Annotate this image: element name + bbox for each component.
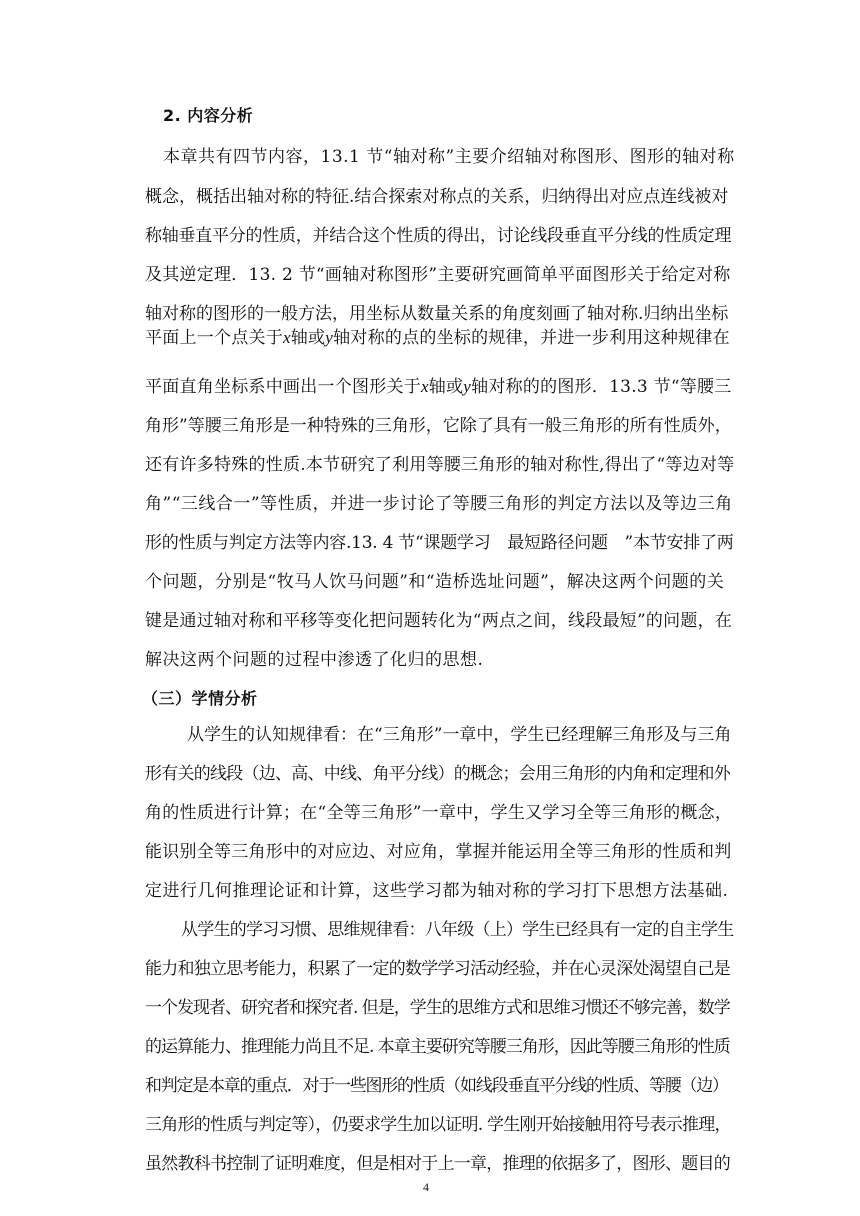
page-number: 4: [423, 1180, 429, 1194]
text-run: 平面上一个点关于: [145, 328, 283, 348]
math-variable-x: x: [283, 328, 291, 347]
text-run: 轴对称的的图形．13.3 节“等腰三: [471, 377, 732, 397]
content-line: 及其逆定理．13. 2 节“画轴对称图形”主要研究画简单平面图形关于给定对称: [145, 265, 731, 285]
content-line: 键是通过轴对称和平移等变化把问题转化为“两点之间，线段最短”的问题，在: [145, 611, 733, 631]
learning-line: 从学生的学习习惯、思维规律看：八年级（上）学生已经具有一定的自主学生: [181, 920, 734, 940]
learning-line: 和判定是本章的重点．对于一些图形的性质（如线段垂直平分线的性质、等腰（边）: [145, 1076, 728, 1096]
learning-line: 从学生的认知规律看：在“三角形”一章中，学生已经理解三角形及与三角: [187, 725, 732, 745]
learning-line: 能力和独立思考能力，积累了一定的数学学习活动经验，并在心灵深处渴望自己是: [145, 959, 730, 979]
learning-line: 虽然教科书控制了证明难度，但是相对于上一章，推理的依据多了，图形、题目的: [145, 1154, 730, 1174]
content-line: 轴对称的图形的一般方法，用坐标从数量关系的角度刻画了轴对称.归纳出坐标: [145, 304, 729, 324]
section-heading-learning-analysis: （三）学情分析: [142, 689, 258, 708]
learning-line: 一个发现者、研究者和探究者. 但是，学生的思维方式和思维习惯还不够完善，数学: [145, 998, 730, 1018]
learning-line: 能识别全等三角形中的对应边、对应角，掌握并能运用全等三角形的性质和判: [145, 842, 732, 862]
learning-line: 三角形的性质与判定等），仍要求学生加以证明. 学生刚开始接触用符号表示推理，: [145, 1115, 731, 1135]
text-run: 轴或: [290, 328, 326, 348]
content-line: 形的性质与判定方法等内容.13. 4 节“课题学习 最短路径问题 ”本节安排了两: [145, 533, 734, 553]
math-variable-x: x: [421, 377, 429, 396]
learning-line: 角的性质进行计算；在“全等三角形”一章中，学生又学习全等三角形的概念，: [145, 803, 733, 823]
content-line: 角形”等腰三角形是一种特殊的三角形，它除了具有一般三角形的所有性质外，: [145, 416, 732, 436]
text-run: 轴对称的点的坐标的规律，并进一步利用这种规律在: [333, 328, 730, 348]
text-run: 平面直角坐标系中画出一个图形关于: [145, 377, 421, 397]
content-line: 角”“三线合一”等性质，并进一步讨论了等腰三角形的判定方法以及等边三角: [145, 494, 733, 514]
content-line: 概念，概括出轴对称的特征.结合探索对称点的关系，归纳得出对应点连线被对: [145, 187, 729, 207]
content-line: [145, 377, 732, 397]
content-line: 本章共有四节内容，13.1 节“轴对称”主要介绍轴对称图形、图形的轴对称: [163, 147, 735, 167]
learning-line: 定进行几何推理论证和计算，这些学习都为轴对称的学习打下思想方法基础.: [145, 881, 729, 901]
content-line: 还有许多特殊的性质.本节研究了利用等腰三角形的轴对称性,得出了“等边对等: [145, 455, 735, 475]
learning-line: 形有关的线段（边、高、中线、角平分线）的概念；会用三角形的内角和定理和外: [145, 764, 730, 784]
section-heading-content-analysis: 2. 内容分析: [163, 106, 254, 125]
content-line: 称轴垂直平分的性质，并结合这个性质的得出，讨论线段垂直平分线的性质定理: [145, 226, 732, 246]
text-run: 轴或: [428, 377, 464, 397]
content-line: 解决这两个问题的过程中渗透了化归的思想.: [145, 650, 484, 670]
content-line: [145, 328, 730, 348]
math-variable-y: y: [463, 377, 472, 396]
math-variable-y: y: [325, 328, 334, 347]
learning-line: 的运算能力、推理能力尚且不足. 本章主要研究等腰三角形，因此等腰三角形的性质: [145, 1037, 730, 1057]
content-line: 个问题，分别是“牧马人饮马问题”和“造桥选址问题”，解决这两个问题的关: [145, 572, 725, 592]
